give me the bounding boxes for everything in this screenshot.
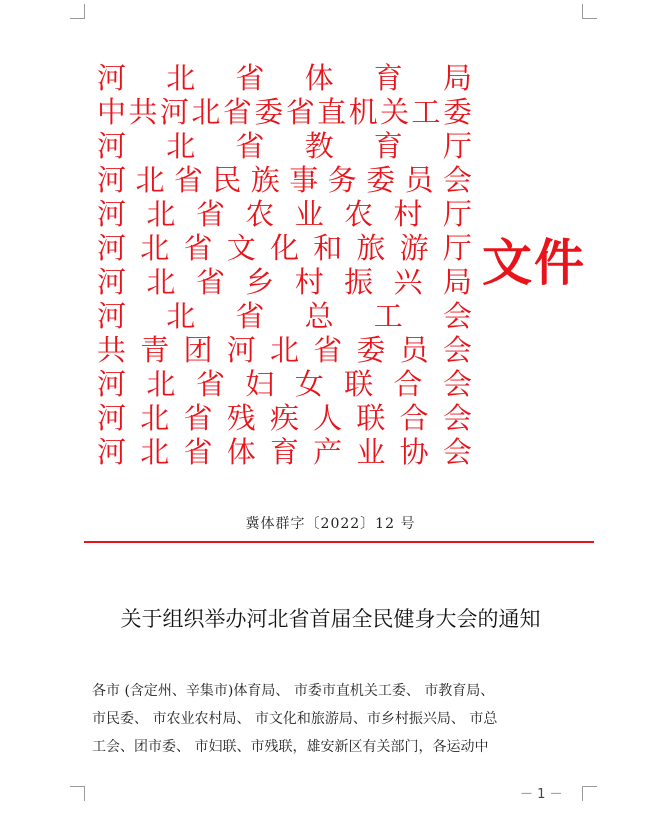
org-char: 民 bbox=[212, 163, 242, 197]
org-row bbox=[97, 129, 472, 163]
org-row bbox=[97, 61, 472, 95]
org-char: 河 bbox=[226, 333, 256, 367]
org-char: 会 bbox=[442, 333, 472, 367]
org-char: 省 bbox=[183, 401, 213, 435]
org-char: 振 bbox=[344, 265, 374, 299]
document-title: 关于组织举办河北省首届全民健身大会的通知 bbox=[120, 607, 541, 631]
body-line: 市民委、 市农业农村局、 市文化和旅游局、市乡村振兴局、 市总 bbox=[92, 711, 498, 727]
org-char: 育 bbox=[373, 61, 403, 95]
org-char: 北 bbox=[166, 61, 196, 95]
org-char: 妇 bbox=[245, 367, 275, 401]
body-paragraph bbox=[92, 677, 592, 761]
org-char: 河 bbox=[97, 129, 127, 163]
org-char: 村 bbox=[393, 197, 423, 231]
org-row bbox=[97, 401, 472, 435]
org-char: 北 bbox=[135, 163, 165, 197]
org-char: 河 bbox=[97, 367, 127, 401]
org-char: 委 bbox=[366, 163, 396, 197]
org-char: 业 bbox=[294, 197, 324, 231]
org-char: 人 bbox=[313, 401, 343, 435]
org-char: 河 bbox=[97, 299, 127, 333]
org-char: 村 bbox=[294, 265, 324, 299]
red-divider-line bbox=[84, 541, 594, 543]
org-char: 族 bbox=[250, 163, 280, 197]
org-row bbox=[97, 265, 472, 299]
org-char: 员 bbox=[399, 333, 429, 367]
org-char: 会 bbox=[442, 367, 472, 401]
org-char: 局 bbox=[442, 61, 472, 95]
org-char: 协 bbox=[399, 435, 429, 469]
org-char: 会 bbox=[442, 299, 472, 333]
org-char: 会 bbox=[442, 163, 472, 197]
org-char: 省 bbox=[195, 367, 225, 401]
org-char: 河 bbox=[97, 197, 127, 231]
org-char: 农 bbox=[344, 197, 374, 231]
org-char: 省 bbox=[313, 333, 343, 367]
org-char: 北 bbox=[140, 231, 170, 265]
org-char: 乡 bbox=[245, 265, 275, 299]
org-row bbox=[97, 367, 472, 401]
org-char: 河 bbox=[97, 435, 127, 469]
org-char: 团 bbox=[183, 333, 213, 367]
org-char: 合 bbox=[399, 401, 429, 435]
org-char: 合 bbox=[393, 367, 423, 401]
org-char: 机 bbox=[348, 95, 378, 129]
org-char: 厅 bbox=[442, 129, 472, 163]
org-char: 河 bbox=[97, 401, 127, 435]
org-char: 文 bbox=[226, 231, 256, 265]
org-char: 厅 bbox=[442, 231, 472, 265]
crop-mark-bottom-right bbox=[582, 786, 597, 801]
org-char: 联 bbox=[356, 401, 386, 435]
body-line: 各市 (含定州、辛集市)体育局、 市委市直机关工委、 市教育局、 bbox=[92, 683, 495, 699]
org-char: 局 bbox=[442, 265, 472, 299]
document-header-wenjian: 文件 bbox=[482, 234, 586, 292]
org-char: 会 bbox=[442, 401, 472, 435]
org-char: 北 bbox=[146, 367, 176, 401]
crop-mark-top-right bbox=[582, 4, 597, 19]
org-char: 河 bbox=[97, 265, 127, 299]
org-char: 共 bbox=[128, 95, 158, 129]
org-char: 北 bbox=[269, 333, 299, 367]
org-row bbox=[97, 435, 472, 469]
org-row bbox=[97, 231, 472, 265]
org-char: 游 bbox=[399, 231, 429, 265]
org-char: 残 bbox=[226, 401, 256, 435]
org-char: 省 bbox=[235, 299, 265, 333]
org-char: 化 bbox=[269, 231, 299, 265]
org-char: 旅 bbox=[356, 231, 386, 265]
org-char: 委 bbox=[442, 95, 472, 129]
org-char: 省 bbox=[195, 265, 225, 299]
org-char: 省 bbox=[235, 61, 265, 95]
org-char: 河 bbox=[97, 61, 127, 95]
org-char: 省 bbox=[173, 163, 203, 197]
org-char: 河 bbox=[97, 231, 127, 265]
org-char: 联 bbox=[344, 367, 374, 401]
org-char: 和 bbox=[313, 231, 343, 265]
org-char: 省 bbox=[183, 231, 213, 265]
org-char: 总 bbox=[304, 299, 334, 333]
org-char: 女 bbox=[294, 367, 324, 401]
org-char: 兴 bbox=[393, 265, 423, 299]
org-char: 厅 bbox=[442, 197, 472, 231]
org-row bbox=[97, 299, 472, 333]
org-char: 委 bbox=[254, 95, 284, 129]
issuing-organizations bbox=[97, 61, 472, 469]
org-row bbox=[97, 163, 472, 197]
org-char: 河 bbox=[159, 95, 189, 129]
org-char: 疾 bbox=[269, 401, 299, 435]
org-char: 省 bbox=[195, 197, 225, 231]
org-char: 省 bbox=[235, 129, 265, 163]
org-row bbox=[97, 197, 472, 231]
org-char: 产 bbox=[313, 435, 343, 469]
org-char: 北 bbox=[146, 265, 176, 299]
org-char: 关 bbox=[380, 95, 410, 129]
org-char: 育 bbox=[373, 129, 403, 163]
org-char: 青 bbox=[140, 333, 170, 367]
org-char: 北 bbox=[166, 129, 196, 163]
org-char: 会 bbox=[442, 435, 472, 469]
org-char: 员 bbox=[404, 163, 434, 197]
org-char: 北 bbox=[140, 435, 170, 469]
org-char: 农 bbox=[245, 197, 275, 231]
org-char: 育 bbox=[269, 435, 299, 469]
document-number: 冀体群字〔2022〕12 号 bbox=[245, 516, 416, 532]
org-char: 直 bbox=[317, 95, 347, 129]
org-char: 工 bbox=[373, 299, 403, 333]
org-char: 共 bbox=[97, 333, 127, 367]
org-char: 业 bbox=[356, 435, 386, 469]
org-char: 北 bbox=[166, 299, 196, 333]
org-char: 省 bbox=[183, 435, 213, 469]
org-char: 省 bbox=[285, 95, 315, 129]
org-char: 河 bbox=[97, 163, 127, 197]
org-char: 中 bbox=[97, 95, 127, 129]
org-char: 北 bbox=[140, 401, 170, 435]
page-number: － 1 － bbox=[520, 787, 563, 802]
crop-mark-bottom-left bbox=[70, 786, 85, 801]
org-row bbox=[97, 333, 472, 367]
org-char: 务 bbox=[327, 163, 357, 197]
org-char: 体 bbox=[304, 61, 334, 95]
org-char: 工 bbox=[411, 95, 441, 129]
org-char: 事 bbox=[289, 163, 319, 197]
body-line: 工会、团市委、 市妇联、市残联，雄安新区有关部门，各运动中 bbox=[92, 739, 489, 755]
org-char: 北 bbox=[146, 197, 176, 231]
crop-mark-top-left bbox=[70, 4, 85, 19]
org-char: 省 bbox=[222, 95, 252, 129]
org-char: 北 bbox=[191, 95, 221, 129]
org-char: 委 bbox=[356, 333, 386, 367]
org-row bbox=[97, 95, 472, 129]
org-char: 教 bbox=[304, 129, 334, 163]
org-char: 体 bbox=[226, 435, 256, 469]
